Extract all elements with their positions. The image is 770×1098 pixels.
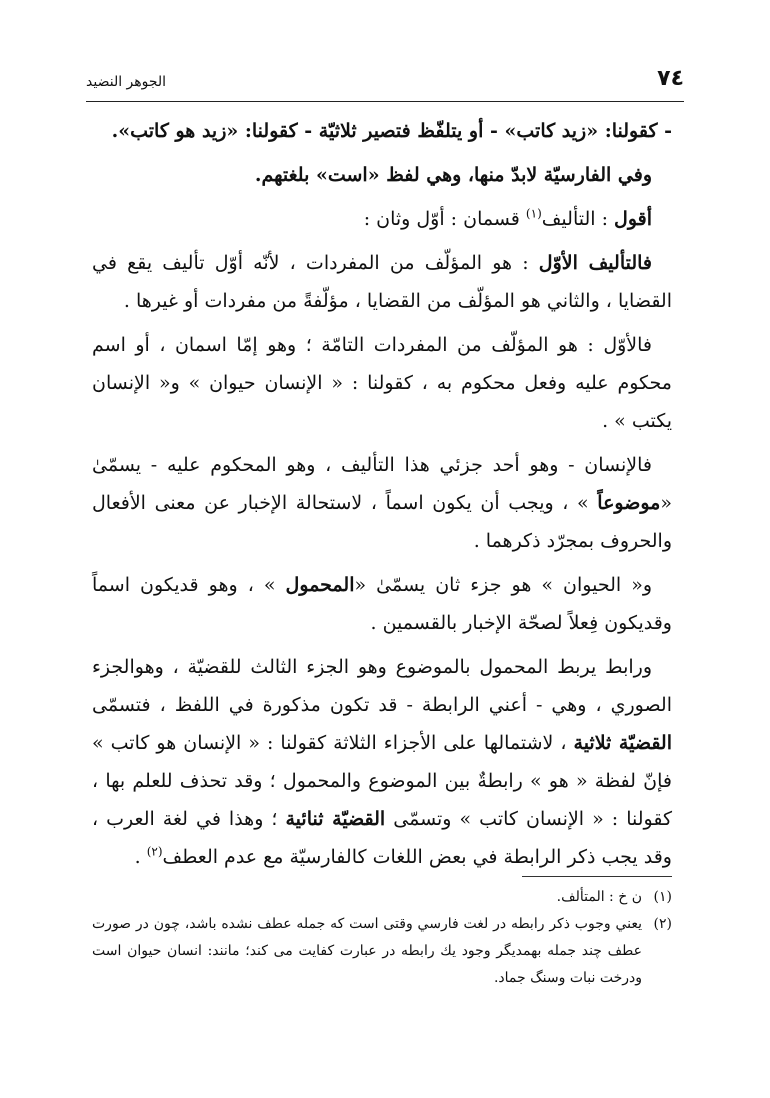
footnote-2 [92, 911, 672, 992]
page-header [86, 64, 684, 100]
paragraph-5-text: فالأوّل : هو المؤلّف من المفردات التامّة ؛ وهو إمّا اسمان ، أو اسم محكوم عليه وفعل محكوم به ، كقولنا : « الإنسان حيوان » و« الإنسان يكتب » . [92, 334, 672, 432]
paragraph-7-text-b: » ، وهو قديكون اسماً وقديكون فِعلاً لصحّة الإخبار بالقسمين . [92, 574, 672, 634]
paragraph-3-text-b: قسمان : أوّل وثان : [363, 208, 526, 230]
header-divider [86, 101, 684, 102]
page-number: ٧٤ [657, 66, 684, 91]
paragraph-8 [92, 648, 672, 876]
paragraph-6-text-a: فالإنسان - وهو أحد جزئي هذا التأليف ، وهو المحكوم عليه - يسمّىٰ « [92, 454, 672, 514]
paragraph-8-text-b: ، لاشتمالها على الأجزاء الثلاثة كقولنا : « الإنسان هو كاتب » فإنّ لفظة « هو » رابطةٌ بين الموضوع والمحمول ؛ وقد تحذف للعلم بها ، كقولنا : « الإنسان كاتب » وتسمّى [92, 732, 672, 830]
footnote-ref-2: (٢) [146, 844, 163, 859]
main-text [92, 112, 672, 882]
paragraph-7 [92, 566, 672, 642]
footnote-number: (١) [653, 889, 672, 905]
paragraph-6 [92, 446, 672, 560]
footnote-divider [522, 876, 672, 877]
footnote-1 [92, 884, 672, 911]
running-title: الجوهر النضيد [86, 74, 167, 90]
paragraph-1 [92, 112, 672, 150]
paragraph-5 [92, 326, 672, 440]
paragraph-3 [92, 200, 672, 238]
paragraph-8-end: . [134, 846, 147, 868]
paragraph-3-lead: أقول [614, 208, 652, 230]
paragraph-2-text: وفي الفارسيّة لابدّ منها، وهي لفظ «است» بلغتهم. [254, 164, 652, 186]
paragraph-3-text-a: : التأليف [541, 208, 615, 230]
paragraph-1-text: - كقولنا: «زيد كاتب» - أو يتلفّظ فتصير ثلاثيّة - كقولنا: «زيد هو كاتب». [111, 120, 672, 142]
paragraph-4 [92, 244, 672, 320]
footnote-text: يعني وجوب ذكر رابطه در لغت فارسي وقتى است كه جمله عطف نشده باشد، چون در صورت عطف چند جمله بهمديگر وجود يك رابطه در عبارت كفايت مى كند؛ مانند: انسان حيوان است ودرخت نبات وسنگ جماد. [92, 916, 642, 986]
paragraph-2 [92, 156, 672, 194]
term-thunaiya: القضيّة ثنائية [285, 808, 386, 830]
paragraph-4-text: : هو المؤلّف من المفردات ، لأنّه أوّل تأليف يقع في القضايا ، والثاني هو المؤلّف من القضايا ، مؤلّفةً من مفردات أو غيرها . [92, 252, 672, 312]
term-mahmul: المحمول [285, 574, 355, 596]
paragraph-7-text-a: و« الحيوان » هو جزء ثان يسمّىٰ « [354, 574, 652, 596]
paragraph-4-lead: فالتأليف الأوّل [538, 252, 652, 274]
footnote-text: ن خ : المتألف. [556, 889, 642, 905]
paragraph-8-text-c: ؛ وهذا في لغة العرب ، وقد يجب ذكر الرابطة في بعض اللغات كالفارسيّة مع عدم العطف [92, 808, 672, 868]
paragraph-6-text-b: » ، ويجب أن يكون اسماً ، لاستحالة الإخبار عن معنى الأفعال والحروف بمجرّد ذكرهما . [92, 492, 672, 552]
footnote-ref-1: (١) [525, 206, 542, 221]
term-mawdu: موضوعاً [597, 492, 661, 514]
term-thulathiya: القضيّة ثلاثية [573, 732, 672, 754]
footnotes [92, 884, 672, 992]
paragraph-8-text-a: ورابط يربط المحمول بالموضوع وهو الجزء الثالث للقضيّة ، وهوالجزء الصوري ، وهي - أعني الرابطة - قد تكون مذكورة في اللفظ ، فتسمّى [92, 656, 672, 716]
footnote-number: (٢) [653, 916, 672, 932]
